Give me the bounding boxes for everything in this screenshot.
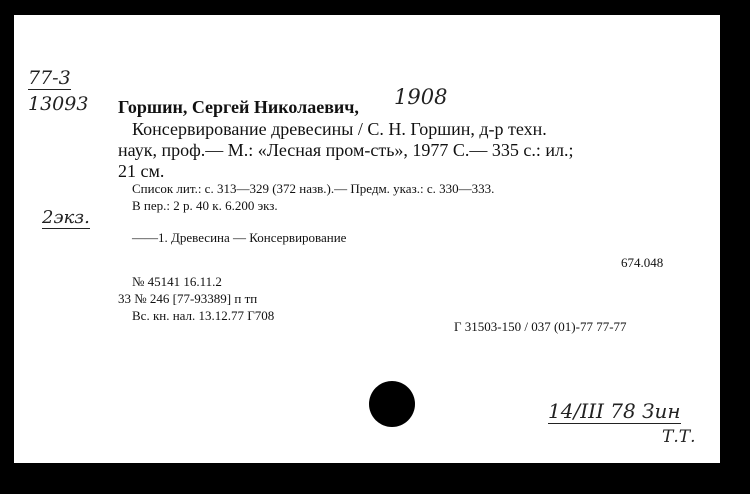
subject-tracing: ——1. Древесина — Консервирование	[132, 230, 347, 245]
price-note: В пер.: 2 р. 40 к. 6.200 экз.	[132, 198, 278, 213]
handwritten-shelf-code: 77-3	[28, 67, 71, 89]
title-line-2: наук, проф.— М.: «Лесная пром-сть», 1977 С.— 335 с.: ил.;	[118, 140, 574, 160]
handwritten-year: 1908	[394, 85, 448, 109]
handwritten-initials: Т.Т.	[662, 427, 696, 447]
title-line-1: Консервирование древесины / С. Н. Горшин, д-р техн.	[132, 119, 547, 139]
bibliography-note: Список лит.: с. 313—329 (372 назв.).— Предм. указ.: с. 330—333.	[132, 181, 495, 196]
record-line-2: 33 № 246 [77-93389] п тп	[118, 291, 258, 306]
udc-number: 674.048	[621, 255, 664, 270]
record-line-1: № 45141 16.11.2	[132, 274, 222, 289]
catalog-card	[14, 15, 720, 463]
catalog-code: Г 31503-150 / 037 (01)-77 77-77	[454, 319, 627, 334]
punch-hole	[369, 381, 415, 427]
title-line-3: 21 см.	[118, 161, 165, 181]
author-heading: Горшин, Сергей Николаевич,	[118, 97, 359, 117]
handwritten-margin-note: 2экз.	[42, 207, 90, 228]
handwritten-inventory-number: 13093	[28, 93, 89, 115]
handwritten-signature: 14/III 78 Зин	[548, 399, 681, 423]
record-line-3: Вс. кн. нал. 13.12.77 Г708	[132, 308, 275, 323]
